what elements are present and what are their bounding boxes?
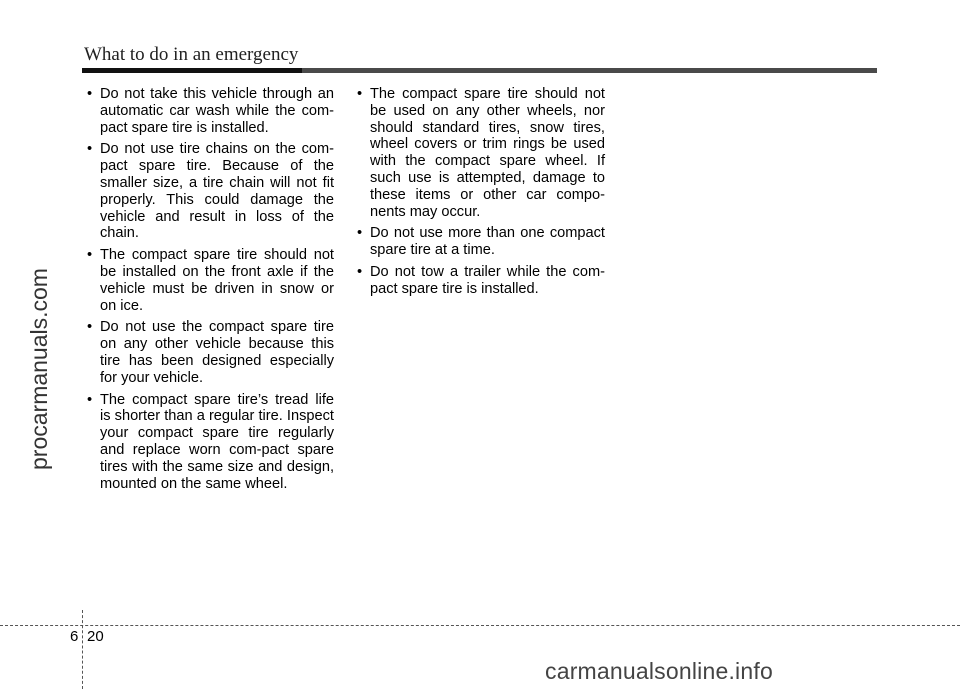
list-item	[86, 141, 334, 242]
list-item-text: The compact spare tire’s tread life is shorter than a regular tire. Inspect your compact spare tire regularly and replace worn com-pact spare tires with the same size and design, mounted on the same wheel.	[100, 391, 334, 492]
list-item-text: Do not use the compact spare tire on any other vehicle because this tire has been designed especially for your vehicle.	[100, 319, 334, 386]
footer-divider	[82, 610, 83, 689]
list-item	[86, 247, 334, 314]
bullet-icon: •	[87, 86, 93, 102]
bullet-icon: •	[357, 225, 363, 242]
bottom-watermark: carmanualsonline.info	[545, 658, 773, 684]
header-rule-accent	[82, 68, 302, 73]
side-watermark: procarmanuals.com	[26, 268, 52, 470]
bullet-icon: •	[87, 247, 93, 264]
list-item-text: Do not use tire chains on the com-pact spare tire. Because of the smaller size, a tire chain will not fit properly. This could damage the vehicle and result in loss of the chain.	[100, 141, 334, 242]
list-item	[86, 86, 334, 136]
bullet-icon: •	[87, 319, 93, 336]
list-item	[86, 392, 334, 493]
list-item-text: Do not tow a trailer while the com-pact spare tire is installed.	[370, 263, 605, 297]
bullet-icon: •	[87, 141, 93, 158]
list-item-text: Do not use more than one compact spare tire at a time.	[370, 225, 605, 259]
bullet-icon: •	[87, 391, 93, 408]
bullet-list-right	[356, 86, 605, 298]
bullet-icon: •	[357, 263, 363, 280]
list-item	[356, 264, 605, 298]
list-item	[356, 225, 605, 259]
list-item-text: The compact spare tire should not be used on any other wheels, nor should standard tires, snow tires, wheel covers or trim rings be used with the compact spare wheel. If such use is attempted, damage to these items or other car compo-nents may occur.	[370, 86, 605, 220]
list-item-text: Do not take this vehicle through an automatic car wash while the com-pact spare tire is installed.	[100, 86, 334, 136]
list-item	[356, 86, 605, 220]
bullet-icon: •	[357, 86, 363, 102]
page-header-title: What to do in an emergency	[84, 44, 299, 65]
chapter-number: 6	[70, 628, 79, 645]
list-item	[86, 319, 334, 386]
left-column	[86, 86, 334, 497]
list-item-text: The compact spare tire should not be installed on the front axle if the vehicle must be driven in snow or on ice.	[100, 247, 334, 314]
bullet-list-left	[86, 86, 334, 492]
page-number: 20	[87, 628, 104, 645]
footer-rule	[0, 625, 960, 626]
right-column	[356, 86, 605, 303]
